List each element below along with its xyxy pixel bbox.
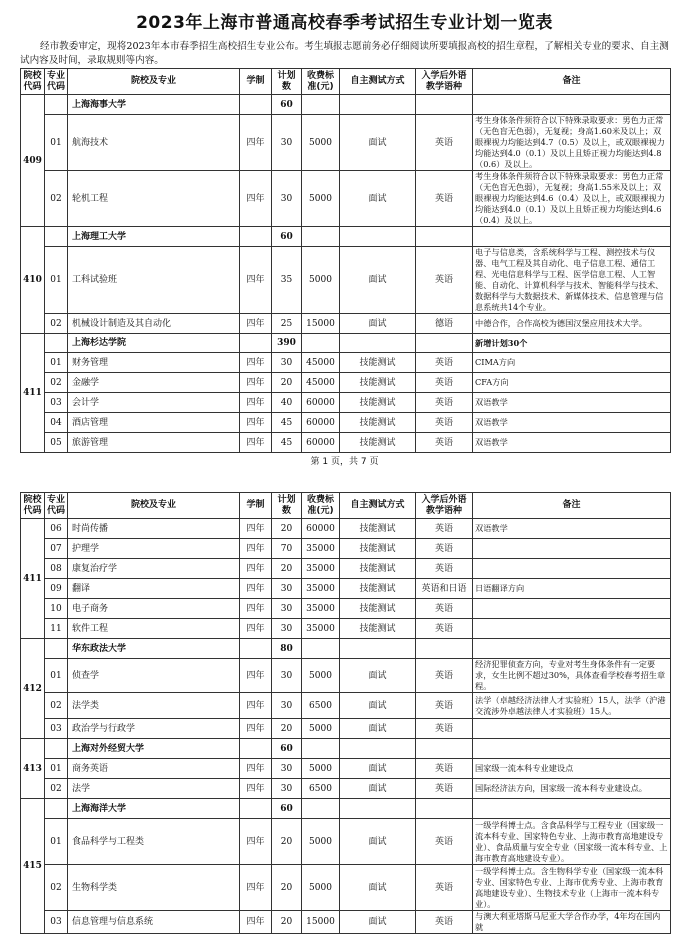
major-code: 03: [45, 393, 68, 413]
note: 一级学科博士点。含生物科学专业（国家级一流本科专业、国家特色专业、上海市优秀专业、上海市教育高地建设专业）、生物技术专业（上海市一流本科专业）。: [473, 865, 671, 911]
major-code: 01: [45, 659, 68, 693]
test-method: 面试: [340, 659, 416, 693]
school-name: 华东政法大学: [68, 639, 240, 659]
major-name: 工科试验班: [68, 247, 240, 314]
test-method: 技能测试: [340, 413, 416, 433]
language: 英语: [416, 819, 473, 865]
test-method: 技能测试: [340, 433, 416, 453]
header-test: 自主测试方式: [340, 493, 416, 519]
plan-count: 20: [272, 559, 302, 579]
table-row: [21, 247, 671, 314]
intro-paragraph: 经市教委审定，现将2023年本市春季招生高校招生专业公布。考生填报志愿前务必仔细阅读所要填报高校的招生章程，了解相关专业的要求、自主测试内容及时间，录取规则等内容。: [20, 41, 669, 66]
test-method: 技能测试: [340, 599, 416, 619]
plan-count: 20: [272, 719, 302, 739]
note: 一级学科博士点。含食品科学与工程专业（国家级一流本科专业、国家特色专业、上海市教育高地建设专业）、食品质量与安全专业（国家级一流本科专业、上海市教育高地建设专业）。: [473, 819, 671, 865]
language: 英语: [416, 559, 473, 579]
header-school-major: 院校及专业: [68, 493, 240, 519]
test-method: 面试: [340, 779, 416, 799]
plan-table-page-2: [20, 492, 671, 934]
header-fee: 收费标准(元): [302, 69, 340, 95]
school-code: 412: [21, 639, 45, 739]
table-row: [21, 539, 671, 559]
major-code: 02: [45, 314, 68, 334]
plan-count: 45: [272, 413, 302, 433]
note: 双语教学: [473, 433, 671, 453]
duration: 四年: [240, 911, 272, 934]
duration: 四年: [240, 719, 272, 739]
table-row: [21, 619, 671, 639]
duration: 四年: [240, 393, 272, 413]
table-row: [21, 314, 671, 334]
major-code: 08: [45, 559, 68, 579]
header-duration: 学制: [240, 69, 272, 95]
plan-count: 20: [272, 519, 302, 539]
school-note: 新增计划30个: [473, 334, 671, 353]
test-method: 技能测试: [340, 619, 416, 639]
duration: 四年: [240, 659, 272, 693]
plan-count: 20: [272, 865, 302, 911]
language: 英语: [416, 171, 473, 227]
major-code: 10: [45, 599, 68, 619]
major-code: 06: [45, 519, 68, 539]
fee: 35000: [302, 619, 340, 639]
note: [473, 599, 671, 619]
table-header-row: [21, 493, 671, 519]
school-count: 60: [272, 95, 302, 115]
plan-count: 45: [272, 433, 302, 453]
header-fee: 收费标准(元): [302, 493, 340, 519]
language: 英语: [416, 759, 473, 779]
table-header-row: [21, 69, 671, 95]
test-method: 技能测试: [340, 373, 416, 393]
note: 电子与信息类，含系统科学与工程、测控技术与仪器、电气工程及其自动化、电子信息工程、通信工程、光电信息科学与工程、医学信息工程、人工智能、自动化、计算机科学与技术、智能科学与技术、数据科学与大数据技术、新媒体技术、信息管理与信息系统共14个专业。: [473, 247, 671, 314]
major-code: 07: [45, 539, 68, 559]
duration: 四年: [240, 433, 272, 453]
language: 英语: [416, 865, 473, 911]
fee: 5000: [302, 819, 340, 865]
fee: 45000: [302, 353, 340, 373]
fee: 35000: [302, 559, 340, 579]
fee: 6500: [302, 779, 340, 799]
language: 英语: [416, 911, 473, 934]
language: 英语: [416, 247, 473, 314]
document-title: 2023年上海市普通高校春季考试招生专业计划一览表: [136, 13, 553, 33]
fee: 5000: [302, 759, 340, 779]
duration: 四年: [240, 519, 272, 539]
plan-count: 70: [272, 539, 302, 559]
school-name: 上海海事大学: [68, 95, 240, 115]
language: 英语和日语: [416, 579, 473, 599]
test-method: 面试: [340, 115, 416, 171]
test-method: 面试: [340, 719, 416, 739]
duration: 四年: [240, 759, 272, 779]
table-row: [21, 659, 671, 693]
major-name: 生物科学类: [68, 865, 240, 911]
language: 英语: [416, 433, 473, 453]
table-row: [21, 599, 671, 619]
duration: 四年: [240, 247, 272, 314]
header-major-code: 专业代码: [45, 493, 68, 519]
fee: 15000: [302, 314, 340, 334]
note: 双语教学: [473, 393, 671, 413]
note: [473, 539, 671, 559]
duration: 四年: [240, 599, 272, 619]
plan-count: 30: [272, 759, 302, 779]
duration: 四年: [240, 115, 272, 171]
language: 英语: [416, 373, 473, 393]
duration: 四年: [240, 373, 272, 393]
plan-count: 30: [272, 599, 302, 619]
header-count: 计划数: [272, 493, 302, 519]
table-row: [21, 865, 671, 911]
note: 国家级一流本科专业建设点: [473, 759, 671, 779]
note: CFA方向: [473, 373, 671, 393]
major-name: 时尚传播: [68, 519, 240, 539]
plan-count: 20: [272, 911, 302, 934]
test-method: 面试: [340, 819, 416, 865]
language: 英语: [416, 693, 473, 719]
test-method: 面试: [340, 314, 416, 334]
test-method: 技能测试: [340, 539, 416, 559]
duration: 四年: [240, 779, 272, 799]
header-language: 入学后外语教学语种: [416, 493, 473, 519]
duration: 四年: [240, 579, 272, 599]
fee: 60000: [302, 433, 340, 453]
major-code: 11: [45, 619, 68, 639]
test-method: 技能测试: [340, 353, 416, 373]
school-count: 60: [272, 739, 302, 759]
major-name: 会计学: [68, 393, 240, 413]
fee: 60000: [302, 393, 340, 413]
fee: 5000: [302, 865, 340, 911]
plan-count: 20: [272, 819, 302, 865]
major-code: 01: [45, 247, 68, 314]
school-name: 上海理工大学: [68, 227, 240, 247]
school-count: 60: [272, 799, 302, 819]
language: 英语: [416, 519, 473, 539]
school-row: [21, 95, 671, 115]
major-name: 康复治疗学: [68, 559, 240, 579]
plan-count: 30: [272, 619, 302, 639]
major-name: 机械设计制造及其自动化: [68, 314, 240, 334]
test-method: 技能测试: [340, 579, 416, 599]
major-code: 01: [45, 759, 68, 779]
note: [473, 619, 671, 639]
school-code: 415: [21, 799, 45, 934]
plan-count: 30: [272, 171, 302, 227]
duration: 四年: [240, 559, 272, 579]
fee: 35000: [302, 599, 340, 619]
major-code: 01: [45, 353, 68, 373]
note: 考生身体条件须符合以下特殊录取要求：男色力正常（无色盲无色弱），无复视；身高1.60米及以上；双眼裸视力均能达到4.7（0.5）及以上，或双眼裸视力均能达到4.0（0.1）及以上且矫正视力均能达到4.8（0.6）及以上。: [473, 115, 671, 171]
header-note: 备注: [473, 493, 671, 519]
test-method: 面试: [340, 865, 416, 911]
note: 考生身体条件须符合以下特殊录取要求：男色力正常（无色盲无色弱），无复视；身高1.55米及以上；双眼裸视力均能达到4.6（0.4）及以上，或双眼裸视力均能达到4.0（0.1）及以上且矫正视力均能达到4.6（0.4）及以上。: [473, 171, 671, 227]
test-method: 面试: [340, 171, 416, 227]
fee: 5000: [302, 659, 340, 693]
table-row: [21, 393, 671, 413]
header-major-code: 专业代码: [45, 69, 68, 95]
fee: 35000: [302, 539, 340, 559]
header-count: 计划数: [272, 69, 302, 95]
major-code: 04: [45, 413, 68, 433]
fee: 5000: [302, 247, 340, 314]
table-row: [21, 115, 671, 171]
school-row: [21, 799, 671, 819]
plan-table-page-1: [20, 68, 671, 453]
language: 英语: [416, 619, 473, 639]
school-code: 410: [21, 227, 45, 334]
header-test: 自主测试方式: [340, 69, 416, 95]
header-school-code: 院校代码: [21, 69, 45, 95]
header-note: 备注: [473, 69, 671, 95]
language: 英语: [416, 599, 473, 619]
duration: 四年: [240, 865, 272, 911]
school-count: 390: [272, 334, 302, 353]
fee: 35000: [302, 579, 340, 599]
major-name: 财务管理: [68, 353, 240, 373]
page-footer: 第 1 页，共 7 页: [310, 457, 379, 467]
fee: 15000: [302, 911, 340, 934]
plan-count: 30: [272, 693, 302, 719]
major-name: 轮机工程: [68, 171, 240, 227]
table-row: [21, 779, 671, 799]
note: 双语教学: [473, 519, 671, 539]
school-name: 上海海洋大学: [68, 799, 240, 819]
duration: 四年: [240, 353, 272, 373]
plan-count: 25: [272, 314, 302, 334]
school-code: 411: [21, 334, 45, 453]
major-code: 02: [45, 865, 68, 911]
note: 双语教学: [473, 413, 671, 433]
test-method: 面试: [340, 693, 416, 719]
major-code: 02: [45, 171, 68, 227]
major-code: 03: [45, 719, 68, 739]
language: 英语: [416, 779, 473, 799]
note: 中德合作，合作高校为德国汉堡应用技术大学。: [473, 314, 671, 334]
language: 英语: [416, 659, 473, 693]
fee: 5000: [302, 115, 340, 171]
note: CIMA方向: [473, 353, 671, 373]
plan-count: 30: [272, 579, 302, 599]
test-method: 技能测试: [340, 393, 416, 413]
header-language: 入学后外语教学语种: [416, 69, 473, 95]
test-method: 技能测试: [340, 559, 416, 579]
plan-count: 20: [272, 373, 302, 393]
table-row: [21, 413, 671, 433]
note: 日语翻译方向: [473, 579, 671, 599]
major-name: 酒店管理: [68, 413, 240, 433]
table-row: [21, 433, 671, 453]
major-name: 航海技术: [68, 115, 240, 171]
table-row: [21, 911, 671, 934]
major-name: 食品科学与工程类: [68, 819, 240, 865]
language: 英语: [416, 539, 473, 559]
note: [473, 559, 671, 579]
school-code: 411: [21, 519, 45, 639]
table-row: [21, 579, 671, 599]
major-code: 02: [45, 779, 68, 799]
plan-count: 30: [272, 353, 302, 373]
school-count: 80: [272, 639, 302, 659]
school-count: 60: [272, 227, 302, 247]
language: 英语: [416, 353, 473, 373]
major-code: 03: [45, 911, 68, 934]
language: 英语: [416, 413, 473, 433]
duration: 四年: [240, 171, 272, 227]
major-name: 翻译: [68, 579, 240, 599]
major-code: 05: [45, 433, 68, 453]
school-row: [21, 639, 671, 659]
fee: 5000: [302, 171, 340, 227]
plan-count: 35: [272, 247, 302, 314]
test-method: 面试: [340, 247, 416, 314]
language: 德语: [416, 314, 473, 334]
language: 英语: [416, 115, 473, 171]
table-row: [21, 759, 671, 779]
table-row: [21, 353, 671, 373]
major-code: 02: [45, 693, 68, 719]
major-code: 02: [45, 373, 68, 393]
note: 经济犯罪侦查方向，专业对考生身体条件有一定要求，女生比例不超过30%，具体查看学校春考招生章程。: [473, 659, 671, 693]
school-name: 上海对外经贸大学: [68, 739, 240, 759]
note: 国际经济法方向，国家级一流本科专业建设点。: [473, 779, 671, 799]
major-name: 旅游管理: [68, 433, 240, 453]
major-name: 法学类: [68, 693, 240, 719]
test-method: 技能测试: [340, 519, 416, 539]
duration: 四年: [240, 819, 272, 865]
major-name: 信息管理与信息系统: [68, 911, 240, 934]
language: 英语: [416, 393, 473, 413]
major-name: 政治学与行政学: [68, 719, 240, 739]
major-name: 商务英语: [68, 759, 240, 779]
duration: 四年: [240, 619, 272, 639]
major-name: 法学: [68, 779, 240, 799]
major-code: 09: [45, 579, 68, 599]
fee: 5000: [302, 719, 340, 739]
table-row: [21, 719, 671, 739]
major-name: 侦查学: [68, 659, 240, 693]
fee: 45000: [302, 373, 340, 393]
table-row: [21, 519, 671, 539]
language: 英语: [416, 719, 473, 739]
duration: 四年: [240, 413, 272, 433]
school-code: 409: [21, 95, 45, 227]
major-name: 软件工程: [68, 619, 240, 639]
test-method: 面试: [340, 911, 416, 934]
school-row: [21, 739, 671, 759]
school-row: [21, 334, 671, 353]
major-name: 金融学: [68, 373, 240, 393]
header-school-code: 院校代码: [21, 493, 45, 519]
major-code: 01: [45, 115, 68, 171]
table-row: [21, 693, 671, 719]
table-row: [21, 559, 671, 579]
table-row: [21, 171, 671, 227]
major-code: 01: [45, 819, 68, 865]
test-method: 面试: [340, 759, 416, 779]
duration: 四年: [240, 539, 272, 559]
fee: 60000: [302, 519, 340, 539]
note: [473, 719, 671, 739]
plan-count: 30: [272, 115, 302, 171]
duration: 四年: [240, 314, 272, 334]
school-code: 413: [21, 739, 45, 799]
header-school-major: 院校及专业: [68, 69, 240, 95]
major-name: 护理学: [68, 539, 240, 559]
school-row: [21, 227, 671, 247]
school-name: 上海杉达学院: [68, 334, 240, 353]
fee: 60000: [302, 413, 340, 433]
note: 与澳大利亚塔斯马尼亚大学合作办学，4年均在国内就: [473, 911, 671, 934]
plan-count: 30: [272, 779, 302, 799]
plan-count: 40: [272, 393, 302, 413]
major-name: 电子商务: [68, 599, 240, 619]
plan-count: 30: [272, 659, 302, 693]
table-row: [21, 819, 671, 865]
table-row: [21, 373, 671, 393]
fee: 6500: [302, 693, 340, 719]
duration: 四年: [240, 693, 272, 719]
header-duration: 学制: [240, 493, 272, 519]
note: 法学（卓越经济法律人才实验班）15人，法学（沪港交流涉外卓越法律人才实验班）15人。: [473, 693, 671, 719]
